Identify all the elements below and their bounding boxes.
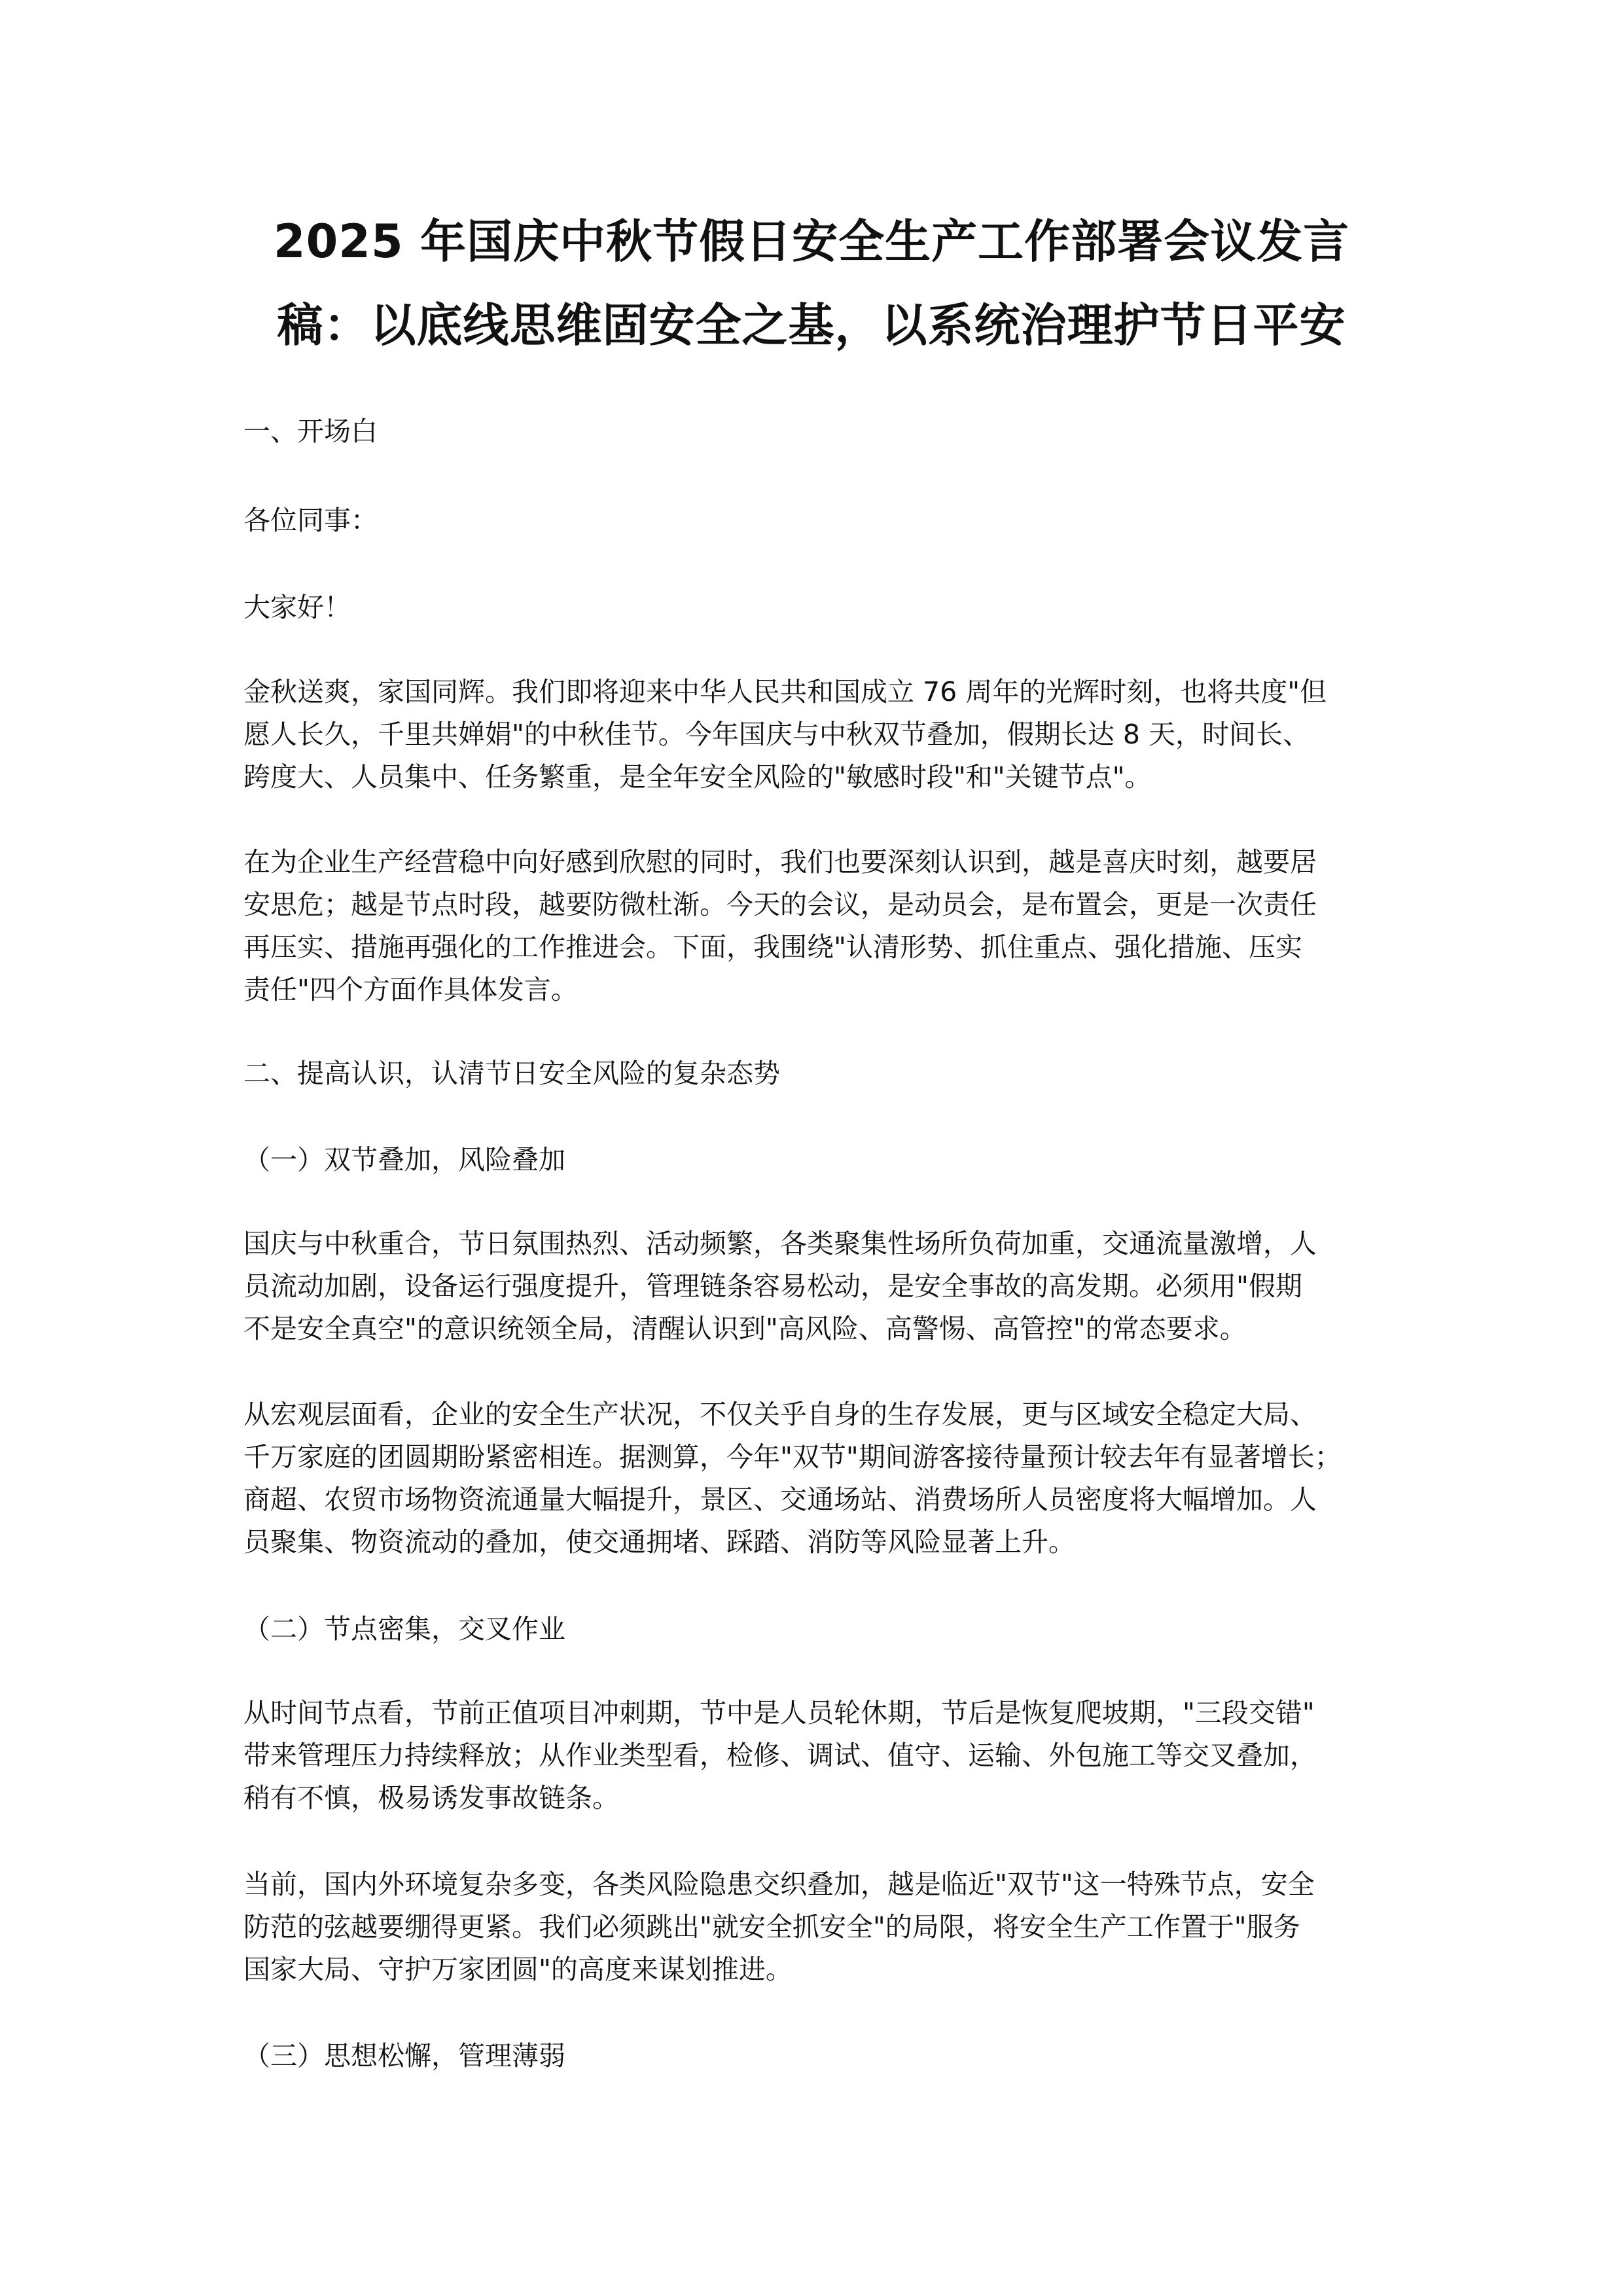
text-line: （一）双节叠加，风险叠加 [243, 1144, 565, 1175]
text-line: 稍有不慎，极易诱发事故链条。 [243, 1782, 619, 1814]
subsection-heading [243, 2035, 1381, 2077]
text-line: 不是安全真空"的意识统领全局，清醒认识到"高风险、高警惕、高管控"的常态要求。 [243, 1313, 1247, 1344]
paragraph [243, 1223, 1381, 1350]
paragraph [243, 1863, 1381, 1991]
paragraph [243, 1692, 1381, 1820]
text-line: 大家好！ [243, 592, 351, 623]
document-title [242, 200, 1381, 367]
text-line: （二）节点密集，交叉作业 [243, 1613, 565, 1645]
salutation [243, 499, 1381, 542]
text-line: 防范的弦越要绷得更紧。我们必须跳出"就安全抓安全"的局限，将安全生产工作置于"服务 [243, 1911, 1300, 1943]
greeting [243, 586, 1381, 629]
text-line: 各位同事： [243, 505, 378, 536]
text-line: 在为企业生产经营稳中向好感到欣慰的同时，我们也要深刻认识到，越是喜庆时刻，越要居 [243, 846, 1317, 878]
text-line: 安思危；越是节点时段，越要防微杜渐。今天的会议，是动员会，是布置会，更是一次责任 [243, 889, 1317, 920]
text-line: （三）思想松懈，管理薄弱 [243, 2040, 565, 2072]
section-heading-opening [243, 410, 1381, 453]
text-line: 一、开场白 [243, 416, 378, 447]
title-line: 稿：以底线思维固安全之基，以系统治理护节日平安 [277, 298, 1346, 352]
paragraph [243, 671, 1381, 798]
text-line: 二、提高认识，认清节日安全风险的复杂态势 [243, 1058, 780, 1089]
subsection-heading [243, 1139, 1381, 1181]
paragraph [243, 841, 1381, 1011]
text-line: 愿人长久，千里共婵娟"的中秋佳节。今年国庆与中秋双节叠加，假期长达 8 天，时间长、 [243, 719, 1310, 750]
text-line: 从宏观层面看，企业的安全生产状况，不仅关乎自身的生存发展，更与区域安全稳定大局、 [243, 1399, 1317, 1430]
text-line: 金秋送爽，家国同辉。我们即将迎来中华人民共和国成立 76 周年的光辉时刻，也将共度"但 [243, 676, 1327, 708]
text-line: 当前，国内外环境复杂多变，各类风险隐患交织叠加，越是临近"双节"这一特殊节点，安全 [243, 1869, 1315, 1900]
text-line: 责任"四个方面作具体发言。 [243, 974, 578, 1005]
text-line: 国庆与中秋重合，节日氛围热烈、活动频繁，各类聚集性场所负荷加重，交通流量激增，人 [243, 1228, 1317, 1259]
text-line: 国家大局、守护万家团圆"的高度来谋划推进。 [243, 1954, 793, 1985]
subsection-heading [243, 1608, 1381, 1651]
text-line: 从时间节点看，节前正值项目冲刺期，节中是人员轮休期，节后是恢复爬坡期，"三段交错" [243, 1697, 1315, 1729]
text-line: 商超、农贸市场物资流通量大幅提升，景区、交通场站、消费场所人员密度将大幅增加。人 [243, 1484, 1317, 1515]
text-line: 跨度大、人员集中、任务繁重，是全年安全风险的"敏感时段"和"关键节点"。 [243, 761, 1152, 793]
text-line: 员流动加剧，设备运行强度提升，管理链条容易松动，是安全事故的高发期。必须用"假期 [243, 1270, 1302, 1302]
text-line: 带来管理压力持续释放；从作业类型看，检修、调试、值守、运输、外包施工等交叉叠加， [243, 1740, 1317, 1771]
paragraph [243, 1393, 1381, 1564]
text-line: 千万家庭的团圆期盼紧密相连。据测算，今年"双节"期间游客接待量预计较去年有显著增长； [243, 1441, 1342, 1473]
section-heading-awareness [243, 1052, 1381, 1095]
title-line: 2025 年国庆中秋节假日安全生产工作部署会议发言 [273, 215, 1350, 268]
text-line: 员聚集、物资流动的叠加，使交通拥堵、踩踏、消防等风险显著上升。 [243, 1526, 1075, 1558]
text-line: 再压实、措施再强化的工作推进会。下面，我围绕"认清形势、抓住重点、强化措施、压实 [243, 931, 1302, 963]
